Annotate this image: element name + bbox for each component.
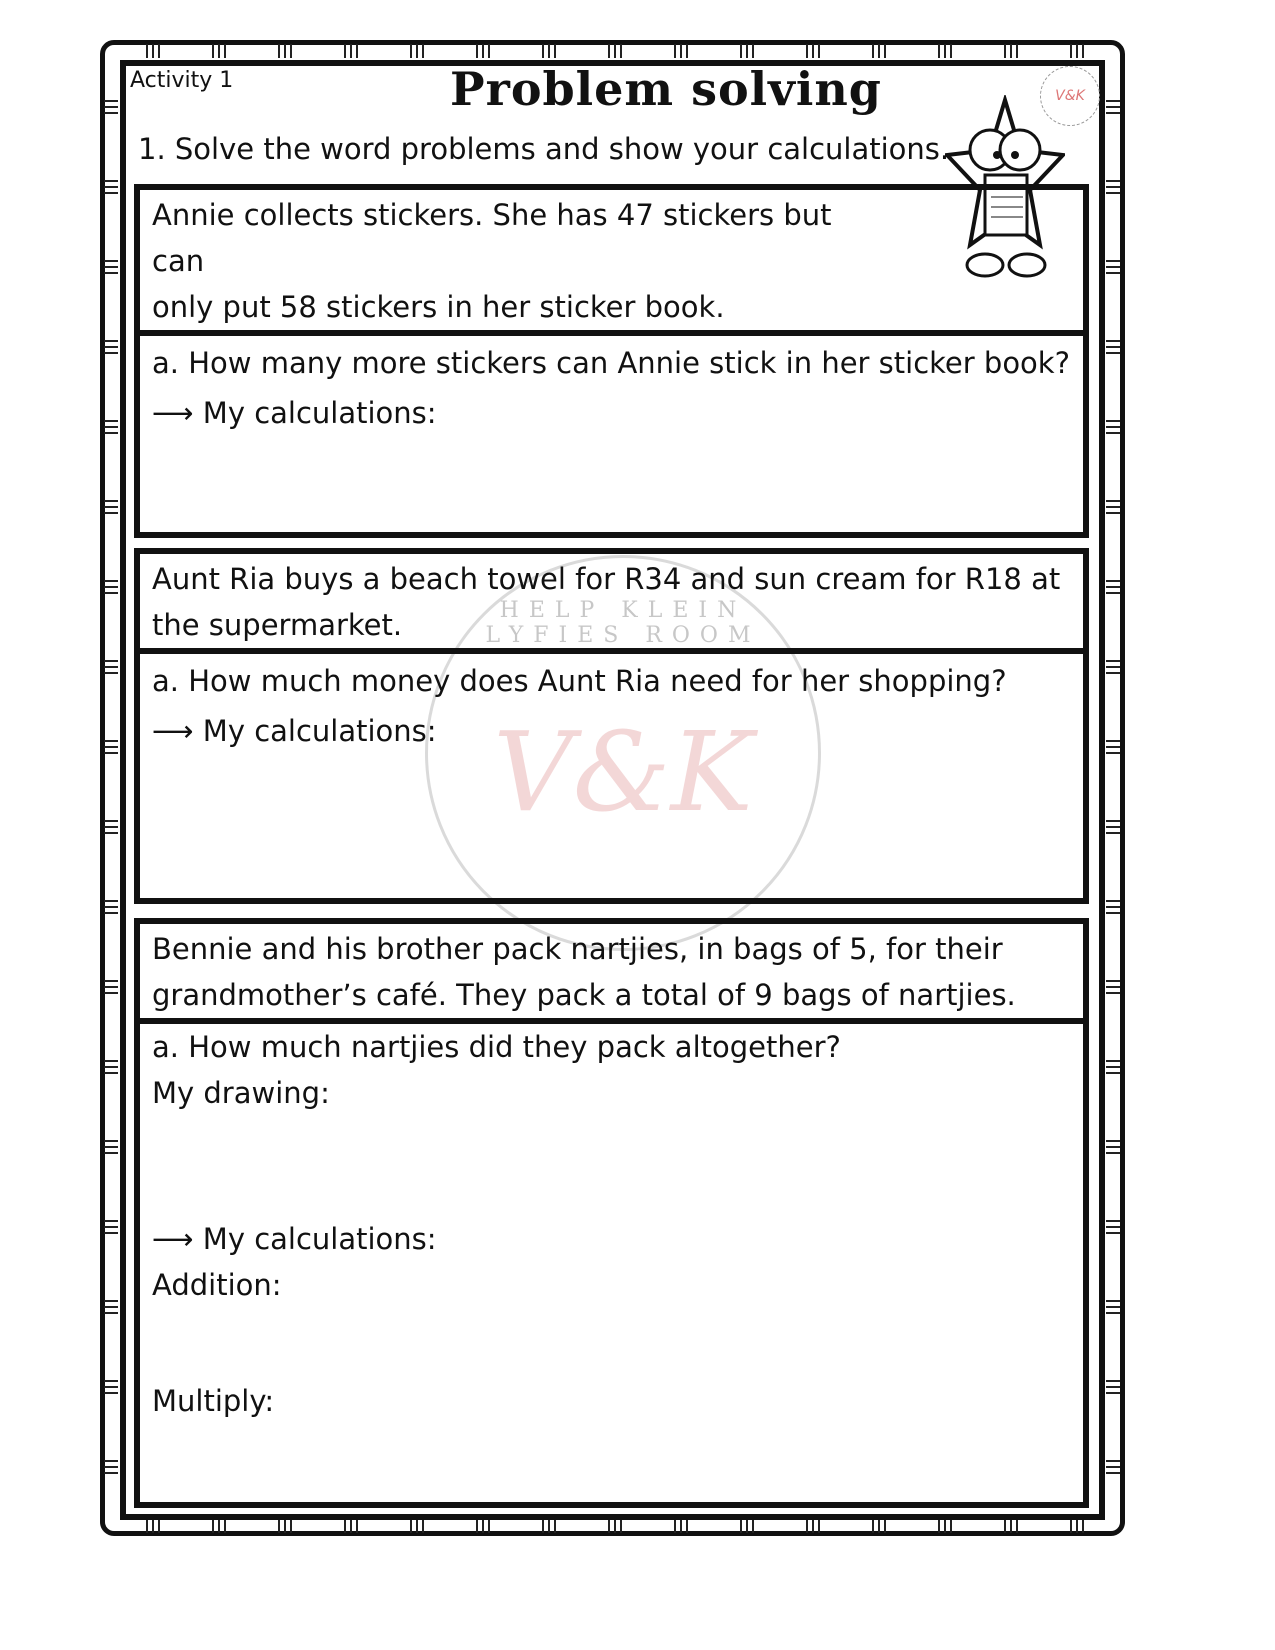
problem-3-story <box>140 924 1083 1018</box>
watermark-ring-text: HELP KLEIN LYFIES ROOM <box>485 598 761 648</box>
problem-3-drawing-label: My drawing: <box>152 1076 330 1110</box>
problem-3-box <box>134 918 1089 1508</box>
story-line: Annie collects stickers. She has 47 stickers but can <box>152 198 832 278</box>
border-decoration-left <box>104 60 118 1520</box>
problem-3-addition-area[interactable] <box>140 1308 1083 1378</box>
logo-stamp-icon: V&K <box>1040 66 1100 126</box>
problem-2-calc-label: ⟶ My calculations: <box>152 714 437 748</box>
problem-3-drawing-area[interactable] <box>140 1116 1083 1216</box>
instruction-text: 1. Solve the word problems and show your calculations. <box>138 132 950 166</box>
problem-1-question: a. How many more stickers can Annie stick in her sticker book? <box>152 346 1070 380</box>
problem-3-calc-label: ⟶ My calculations: <box>152 1222 437 1256</box>
story-line: the supermarket. <box>152 608 403 642</box>
story-line: only put 58 stickers in her sticker book. <box>152 290 725 324</box>
problem-2-answer-area[interactable] <box>140 754 1083 894</box>
border-decoration-top <box>118 44 1108 58</box>
problem-2-story <box>140 554 1083 648</box>
problem-2-box <box>134 548 1089 904</box>
problem-3-multiply-label: Multiply: <box>152 1384 275 1418</box>
page-title: Problem solving <box>450 62 882 116</box>
story-line: grandmother’s café. They pack a total of 9 bags of nartjies. <box>152 978 1016 1012</box>
border-decoration-bottom <box>118 1519 1108 1533</box>
problem-2-question: a. How much money does Aunt Ria need for her shopping? <box>152 664 1007 698</box>
problem-1-box <box>134 184 1089 538</box>
problem-1-calc-label: ⟶ My calculations: <box>152 396 437 430</box>
problem-3-question: a. How much nartjies did they pack altogether? <box>152 1030 841 1064</box>
problem-3-addition-label: Addition: <box>152 1268 282 1302</box>
problem-1-answer-area[interactable] <box>140 436 1083 566</box>
watermark-monogram: V&K <box>493 708 753 836</box>
border-decoration-right <box>1106 60 1120 1520</box>
problem-3-multiply-area[interactable] <box>140 1424 1083 1484</box>
story-line: Bennie and his brother pack nartjies, in bags of 5, for their <box>152 932 1003 966</box>
problem-1-story <box>140 190 1083 330</box>
story-line: Aunt Ria buys a beach towel for R34 and sun cream for R18 at <box>152 562 1061 596</box>
activity-label: Activity 1 <box>130 68 234 93</box>
